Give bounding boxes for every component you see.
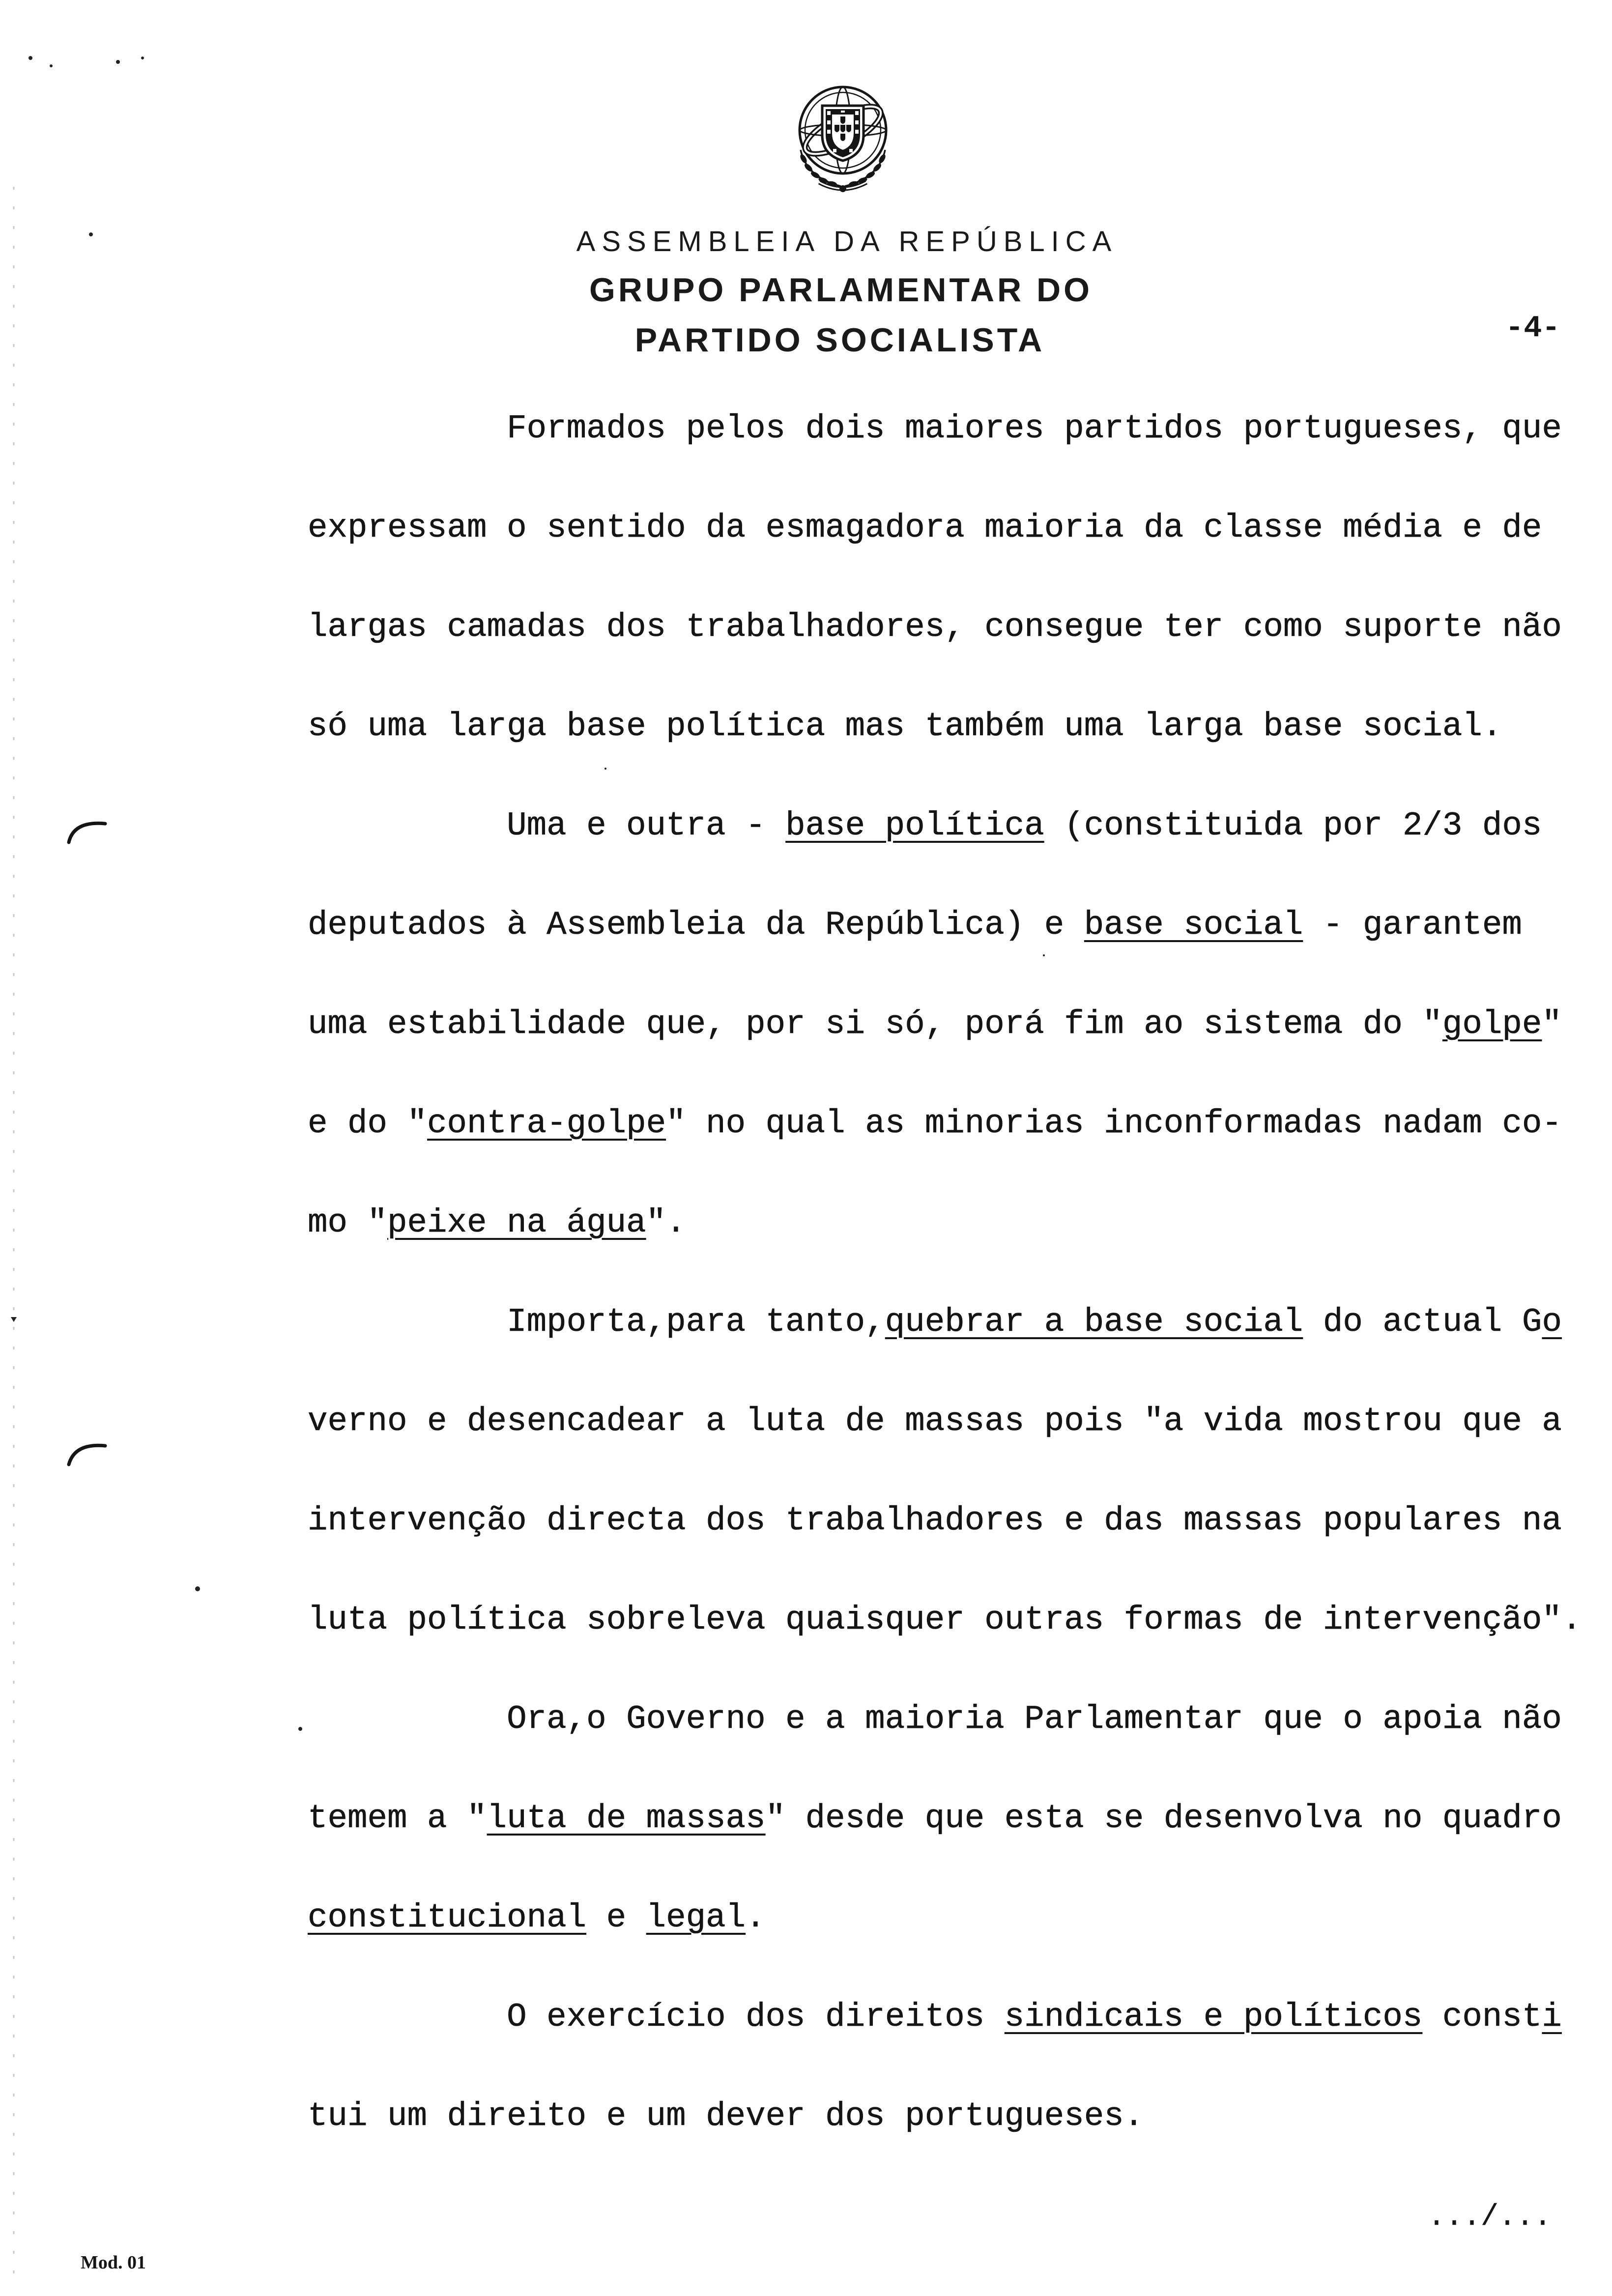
text-segment: .	[746, 1899, 766, 1937]
text-line	[308, 1174, 1582, 1273]
underlined-text: i	[1542, 1999, 1562, 2036]
group-name-line-2: PARTIDO SOCIALISTA	[634, 321, 1045, 359]
text-segment: ".	[646, 1205, 686, 1242]
text-line	[308, 1074, 1582, 1174]
group-name-line-1: GRUPO PARLAMENTAR DO	[589, 271, 1093, 309]
punch-hole-mark	[69, 823, 105, 842]
text-line	[308, 1273, 1582, 1372]
text-segment: "	[1542, 1006, 1562, 1043]
text-segment: tui um direito e um dever dos portugueses.	[308, 2098, 1144, 2135]
underlined-text: o	[1542, 1304, 1562, 1341]
underlined-text: golpe	[1442, 1006, 1542, 1043]
page-number: -4-	[1505, 311, 1560, 345]
text-segment: uma estabilidade que, por si só, porá fim ao sistema do "	[308, 1006, 1442, 1043]
text-line	[308, 2067, 1582, 2166]
text-segment: Formados pelos dois maiores partidos portugueses, que	[507, 410, 1562, 448]
text-line	[308, 479, 1582, 578]
text-segment: expressam o sentido da esmagadora maioria da classe média e de	[308, 510, 1542, 547]
text-segment: Uma e outra -	[507, 807, 786, 845]
underlined-text: quebrar a base social	[885, 1304, 1303, 1341]
text-segment: Importa,para tanto,	[507, 1304, 885, 1341]
underlined-text: base política	[785, 807, 1044, 845]
underlined-text: base social	[1084, 907, 1303, 944]
underlined-text: contra-golpe	[427, 1105, 666, 1143]
text-segment: - garantem	[1303, 907, 1522, 944]
text-line	[308, 1868, 1582, 1968]
text-segment: " desde que esta se desenvolva no quadro	[765, 1800, 1562, 1837]
text-line	[308, 379, 1582, 479]
text-segment: verno e desencadear a luta de massas pois "a vida mostrou que a	[308, 1403, 1562, 1440]
underlined-text: legal	[646, 1899, 746, 1937]
continuation-mark: .../...	[1428, 2201, 1552, 2234]
text-line	[308, 1471, 1582, 1571]
coat-of-arms-icon	[784, 81, 902, 197]
text-line	[308, 1968, 1582, 2067]
institution-name: ASSEMBLEIA DA REPÚBLICA	[576, 226, 1118, 258]
underlined-text: constitucional	[308, 1899, 587, 1937]
text-line	[308, 1372, 1582, 1471]
text-line	[308, 677, 1582, 776]
text-segment: do actual G	[1303, 1304, 1542, 1341]
text-segment: só uma larga base política mas também uma larga base social.	[308, 708, 1502, 746]
text-line	[308, 1571, 1582, 1670]
text-segment: e	[586, 1899, 646, 1937]
text-segment: mo "	[308, 1205, 388, 1242]
text-line	[308, 578, 1582, 677]
underlined-text: peixe na água	[387, 1205, 646, 1242]
text-line	[308, 1670, 1582, 1769]
underlined-text: luta de massas	[487, 1800, 766, 1837]
text-segment: temem a "	[308, 1800, 487, 1837]
document-body	[308, 379, 1582, 2166]
text-line	[308, 876, 1582, 975]
text-line	[308, 975, 1582, 1074]
form-code: Mod. 01	[81, 2252, 146, 2273]
text-segment: const	[1422, 1999, 1542, 2036]
text-segment: Ora,o Governo e a maioria Parlamentar que o apoia não	[507, 1701, 1562, 1738]
shield	[822, 106, 864, 161]
punch-hole-mark	[69, 1445, 105, 1464]
text-segment: (constituida por 2/3 dos	[1044, 807, 1542, 845]
text-segment: deputados à Assembleia da República) e	[308, 907, 1084, 944]
text-line	[308, 776, 1582, 876]
text-segment: largas camadas dos trabalhadores, consegue ter como suporte não	[308, 609, 1562, 646]
text-line	[308, 1769, 1582, 1868]
text-segment: " no qual as minorias inconformadas nadam co-	[666, 1105, 1562, 1143]
text-segment: intervenção directa dos trabalhadores e das massas populares na	[308, 1502, 1562, 1540]
underlined-text: sindicais e políticos	[1004, 1999, 1423, 2036]
text-segment: O exercício dos direitos	[507, 1999, 1005, 2036]
text-segment: e do "	[308, 1105, 428, 1143]
text-segment: luta política sobreleva quaisquer outras formas de intervenção".	[308, 1602, 1582, 1639]
